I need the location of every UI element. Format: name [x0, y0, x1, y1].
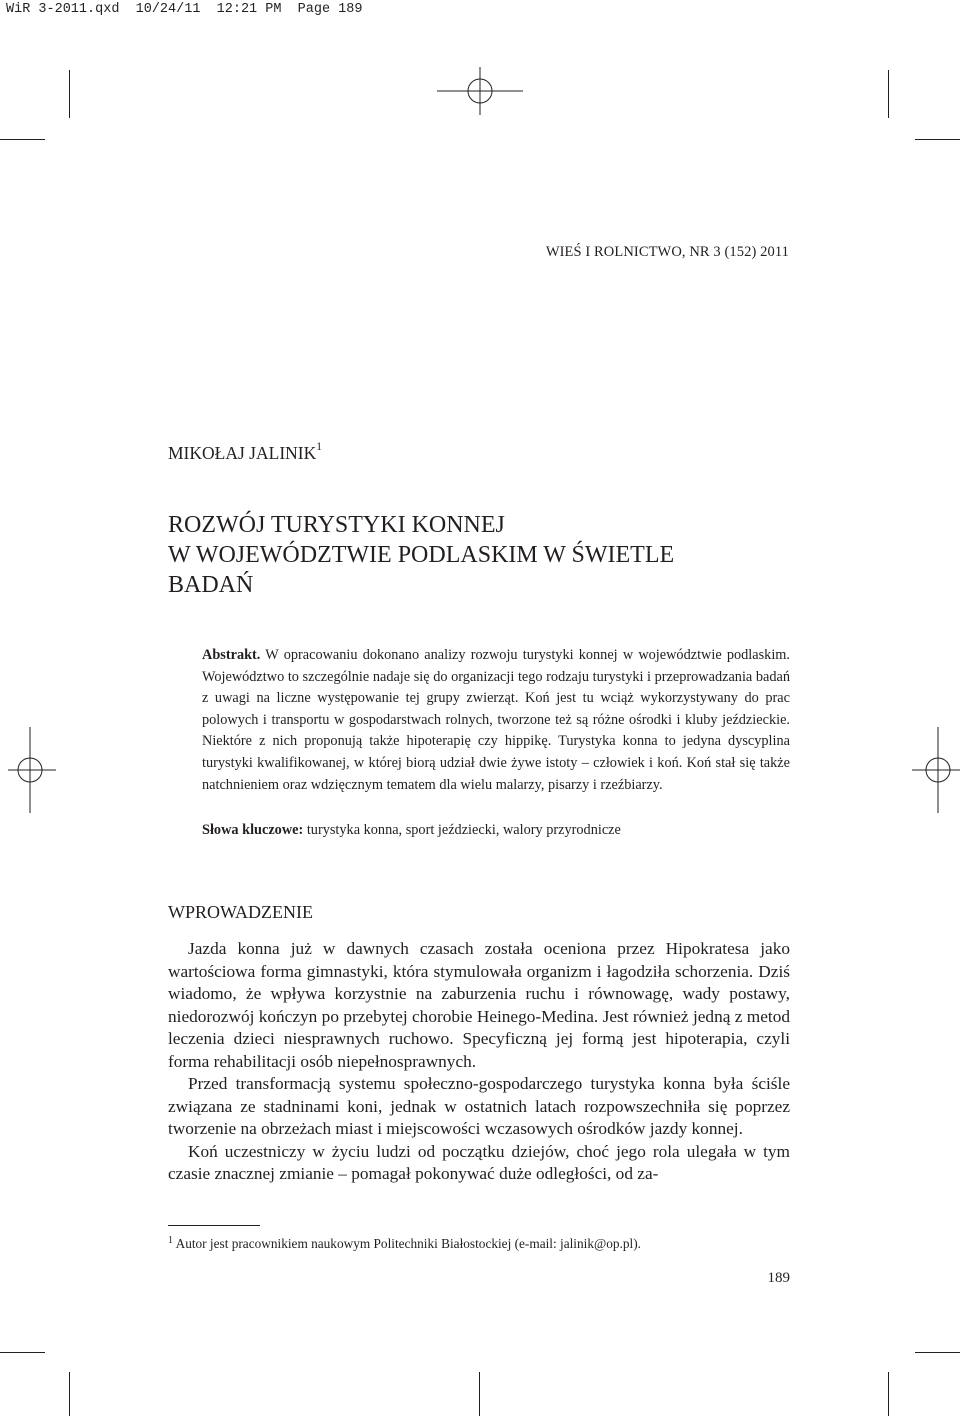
- crop-mark-br-horizontal: [915, 1352, 960, 1353]
- body-text: [168, 938, 790, 1186]
- printer-slug: WiR 3-2011.qxd 10/24/11 12:21 PM Page 189: [6, 2, 363, 17]
- abstract-label: Abstrakt.: [202, 647, 261, 663]
- crop-mark-br-vertical: [888, 1372, 889, 1416]
- footnote-number: 1: [168, 1235, 173, 1246]
- author-name: MIKOŁAJ JALINIK: [168, 443, 317, 463]
- keywords-text: turystyka konna, sport jeździecki, walory przyrodnicze: [303, 822, 621, 838]
- title-line: W WOJEWÓDZTWIE PODLASKIM W ŚWIETLE: [168, 542, 675, 568]
- page-number: 189: [767, 1270, 790, 1286]
- crop-mark-tr-horizontal: [915, 139, 960, 140]
- journal-header: WIEŚ I ROLNICTWO, NR 3 (152) 2011: [545, 244, 789, 260]
- body-paragraph: Koń uczestniczy w życiu ludzi od początku dziejów, choć jego rola ulegała w tym czasie znacznej zmianie – pomagał pokonywać duże odległości, od za-: [168, 1141, 790, 1183]
- title-line: BADAŃ: [168, 572, 254, 598]
- body-paragraph: Jazda konna już w dawnych czasach została oceniona przez Hipokratesa jako wartościowa forma gimnastyki, która stymulowała organizm i łagodziła schorzenia. Dziś wiadomo, że wpływa korzystnie na zaburzenia ruchu i równowagę, wady postawy, niedorozwój kończyn po przebytej chorobie Heinego-Medina. Jest również jedną z metod leczenia dzieci niesprawnych ruchowo. Specyficzną jej formą jest hipoterapia, czyli forma rehabilitacji osób niepełnosprawnych.: [168, 939, 790, 1071]
- crop-mark-bl-horizontal: [0, 1352, 45, 1353]
- footnote-rule: [168, 1225, 260, 1226]
- abstract: [202, 645, 790, 796]
- keywords-label: Słowa kluczowe:: [202, 822, 304, 838]
- footnote: [168, 1236, 641, 1252]
- keywords: [202, 822, 621, 839]
- abstract-text: W opracowaniu dokonano analizy rozwoju turystyki konnej w województwie podlaskim. Województwo to szczególnie nadaje się do organizacji tego rodzaju turystyki i przeprowadzania badań z uwagi na liczne występowanie tej grupy zwierząt. Koń jest tu wciąż wykorzystywany do prac polowych i transportu w gospodarstwach rolnych, tworzone też są różne ośrodki i kluby jeździeckie. Niektóre z nich proponują także hipoterapię czy hippikę. Turystyka konna to jedyna dyscyplina turystyki kwalifikowanej, w której biorą udział dwie żywe istoty – człowiek i koń. Koń stał się także natchnieniem oraz wdzięcznym tematem dla wielu malarzy, pisarzy i rzeźbiarzy.: [202, 647, 790, 793]
- registration-target-top-icon: [437, 67, 523, 115]
- title-line: ROZWÓJ TURYSTYKI KONNEJ: [168, 512, 505, 538]
- author-line: [168, 443, 322, 464]
- crop-mark-bl-vertical: [69, 1372, 70, 1416]
- registration-target-left-icon: [8, 727, 56, 813]
- article-title: [168, 510, 808, 600]
- crop-mark-tl-vertical: [69, 70, 70, 118]
- body-paragraph: Przed transformacją systemu społeczno-gospodarczego turystyka konna była ściśle związana ze stadninami koni, jednak w ostatnich latach rozpowszechniła się poprzez tworzenie na obrzeżach miast i miejscowości wczasowych ośrodków jazdy konnej.: [168, 1074, 790, 1138]
- section-heading: WPROWADZENIE: [168, 902, 313, 922]
- registration-target-right-icon: [912, 727, 960, 813]
- footnote-text: Autor jest pracownikiem naukowym Politechniki Białostockiej (e-mail: jalinik@op.pl).: [173, 1236, 641, 1251]
- crop-mark-tr-vertical: [888, 70, 889, 118]
- crop-mark-tl-horizontal: [0, 139, 45, 140]
- author-footnote-ref: 1: [316, 441, 322, 453]
- crop-mark-bottom-center: [479, 1372, 480, 1416]
